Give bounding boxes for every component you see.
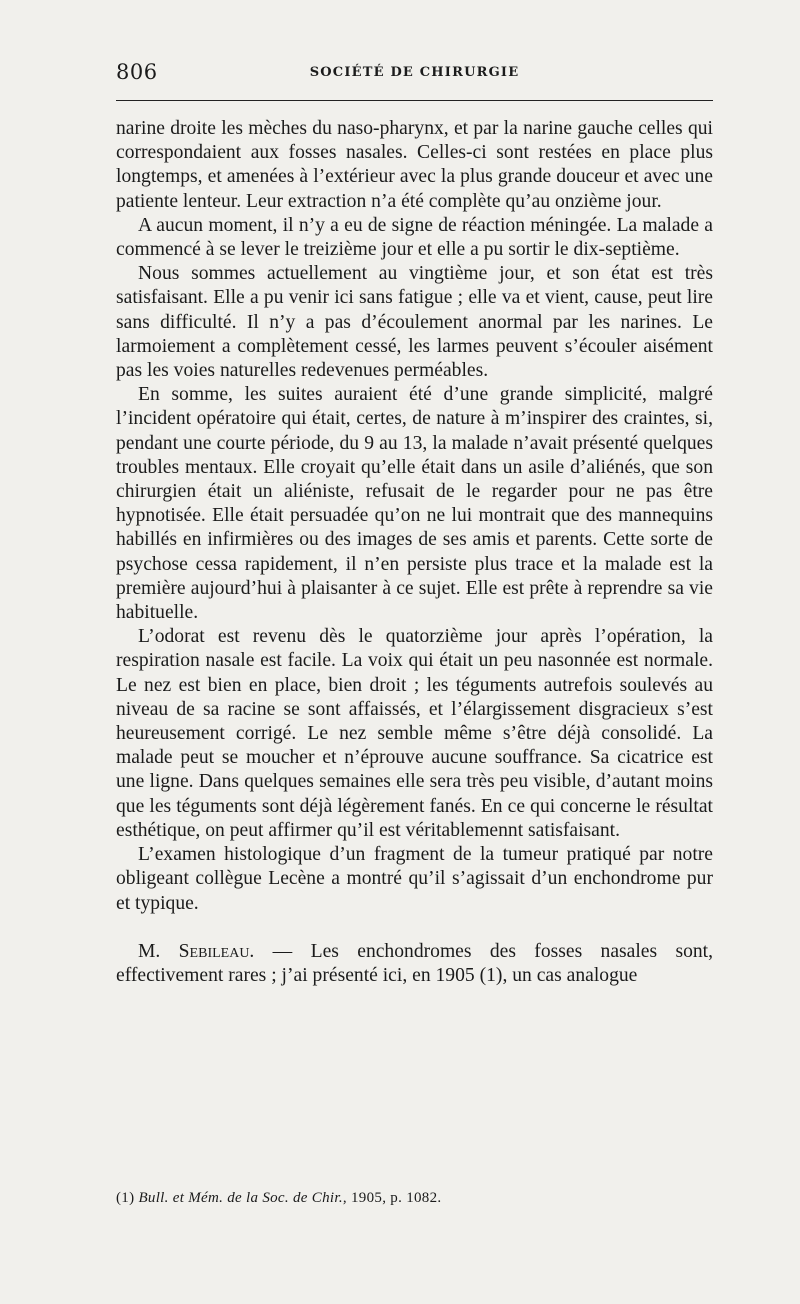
header-rule bbox=[116, 100, 713, 101]
discussion-text: — Les enchondromes des fosses nasales sont, effectivement rares ; j’ai présenté ici, en 1905 (1), un cas analogue bbox=[116, 940, 714, 986]
footnote bbox=[116, 1188, 713, 1208]
speaker-name: M. Sebileau. bbox=[138, 940, 255, 962]
paragraph-1: narine droite les mèches du naso-pharynx, et par la narine gauche celles qui correspondaient aux fosses nasales. Celles-ci sont restées en place plus longtemps, et amenées à l’extérieur avec la plus grande douceur et avec une patiente lenteur. Leur extraction n’a été complète qu’au onzième jour. bbox=[116, 118, 713, 212]
paragraph-3: Nous sommes actuellement au vingtième jour, et son état est très satisfaisant. Elle a pu venir ici sans fatigue ; elle va et vient, cause, peut lire sans difficulté. Il n’y a pas d’écoulement anormal par les narines. Le larmoiement a complètement cessé, les larmes peuvent s’écouler aisément pas les voies naturelles redevenues perméables. bbox=[116, 263, 713, 382]
paragraph-4: En somme, les suites auraient été d’une grande simplicité, malgré l’incident opératoire qui était, certes, de nature à m’inspirer des craintes, si, pendant une courte période, du 9 au 13, la malade n’avait présenté quelques troubles mentaux. Elle croyait qu’elle était dans un asile d’aliénés, que son chirurgien était un aliéniste, refusait de le regarder pour ne pas être hypnotisée. Elle était persuadée qu’on ne lui montrait que des mannequins habillés en infirmières ou des images de ses amis et parents. Cette sorte de psychose cessa rapidement, il n’en persiste plus trace et la malade est la première aujourd’hui à plaisanter à ce sujet. Elle est prête à reprendre sa vie habituelle. bbox=[116, 384, 713, 624]
footnote-journal: Bull. et Mém. de la Soc. de Chir. bbox=[138, 1190, 343, 1206]
footnote-marker: (1) bbox=[116, 1190, 139, 1206]
footnote-reference: , 1905, p. 1082. bbox=[342, 1190, 442, 1206]
paragraph-6: L’examen histologique d’un fragment de la tumeur pratiqué par notre obligeant collègue Lecène a montré qu’il s’agissait d’un enchondrome pur et typique. bbox=[116, 844, 713, 914]
running-title: SOCIÉTÉ DE CHIRURGIE bbox=[309, 65, 520, 80]
page-header bbox=[116, 60, 713, 90]
page-number: 806 bbox=[116, 60, 158, 84]
paragraph-2: A aucun moment, il n’y a eu de signe de réaction méningée. La malade a commencé à se lever le treizième jour et elle a pu sortir le dix-septième. bbox=[116, 214, 713, 261]
discussion-paragraph bbox=[116, 940, 713, 988]
paragraph-5: L’odorat est revenu dès le quatorzième jour après l’opération, la respiration nasale est facile. La voix qui était un peu nasonnée est normale. Le nez est bien en place, bien droit ; les téguments autrefois soulevés au niveau de sa racine se sont affaissés, et l’élargissement disgracieux s’est heureusement corrigé. Le nez semble même s’être déjà consolidé. La malade peut se moucher et n’éprouve aucune souffrance. Sa cicatrice est une ligne. Dans quelques semaines elle sera très peu visible, d’autant moins que les téguments sont déjà légèrement fanés. En ce qui concerne le résultat esthétique, on peut affirmer qu’il est véritablemennt satisfaisant. bbox=[116, 626, 713, 841]
body-text bbox=[116, 117, 713, 988]
